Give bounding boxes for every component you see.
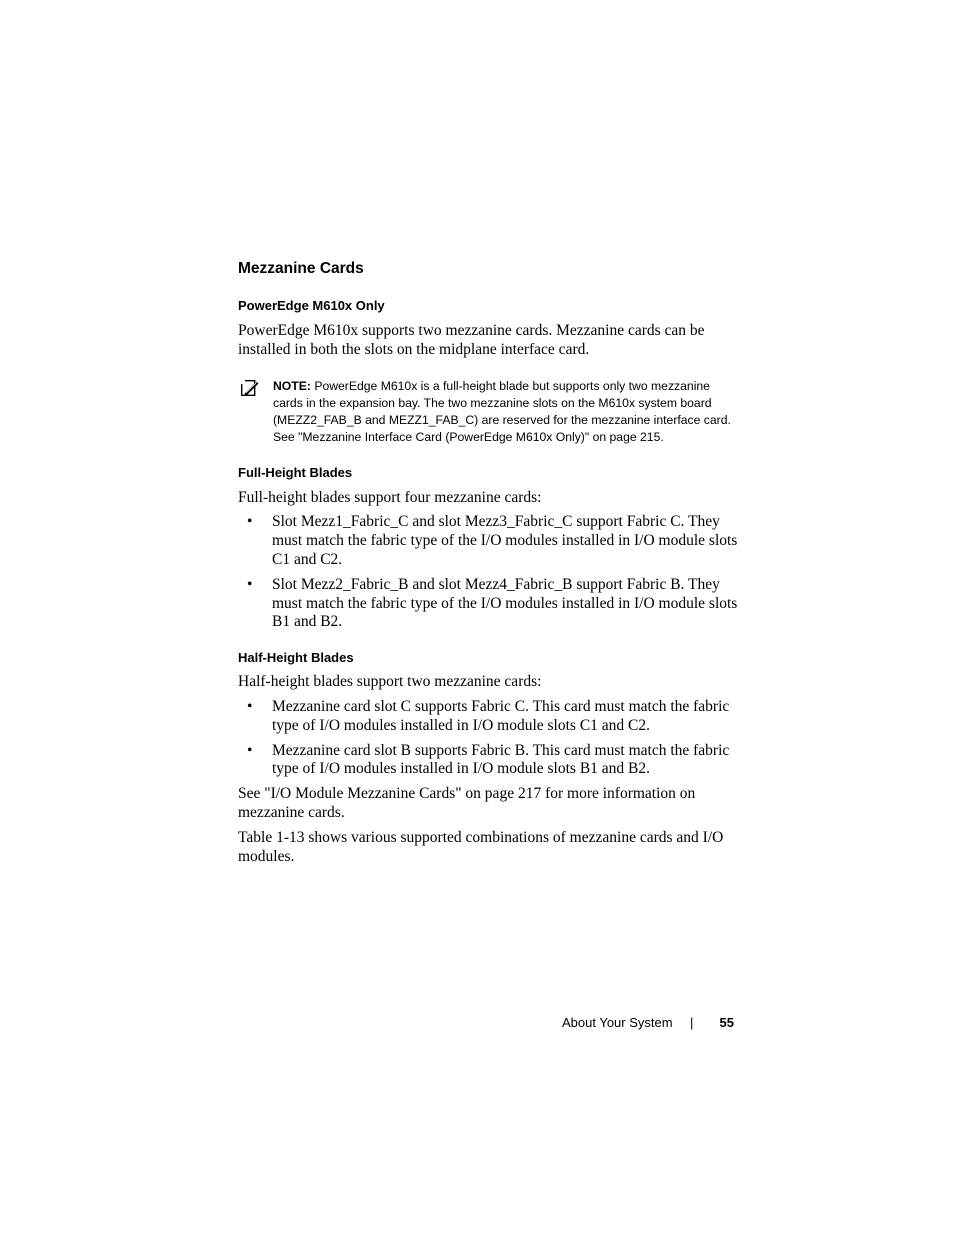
bullet-glyph: •	[247, 513, 253, 531]
note-text: PowerEdge M610x is a full-height blade but supports only two mezzanine cards in the expansion bay. The two mezzanine slots on the M610x system board (MEZZ2_FAB_B and MEZZ1_FAB_C) are reserved for the mezzanine interface card. See "Mezzanine Interface Card (PowerEdge M610x Only)" on page 215.	[273, 378, 731, 444]
list-item-text: Slot Mezz2_Fabric_B and slot Mezz4_Fabric_B support Fabric B. They must match the fabric type of the I/O modules installed in I/O module slots B1 and B2.	[272, 575, 738, 631]
footer-separator: |	[690, 1015, 694, 1030]
list-item	[238, 742, 738, 780]
bullet-list-full-height	[238, 513, 738, 632]
list-item-text: Mezzanine card slot B supports Fabric B. This card must match the fabric type of I/O modules installed in I/O module slots B1 and B2.	[272, 741, 730, 778]
list-item	[238, 698, 738, 736]
bullet-list-half-height	[238, 698, 738, 779]
page-number: 55	[719, 1015, 734, 1030]
paragraph-see-also: See "I/O Module Mezzanine Cards" on page 217 for more information on mezzanine cards.	[238, 785, 696, 821]
note-label: NOTE:	[273, 378, 311, 393]
footer-chapter-title: About Your System	[562, 1015, 673, 1030]
bullet-glyph: •	[247, 741, 253, 759]
list-item	[238, 576, 738, 632]
subhead-full-height: Full-Height Blades	[238, 464, 353, 480]
paragraph-m610x: PowerEdge M610x supports two mezzanine cards. Mezzanine cards can be installed in both the slots on the midplane interface card.	[238, 322, 705, 358]
subhead-half-height: Half-Height Blades	[238, 650, 354, 666]
bullet-glyph: •	[247, 575, 253, 593]
note-box	[238, 378, 738, 446]
subhead-m610x: PowerEdge M610x Only	[238, 298, 385, 313]
list-item-text: Slot Mezz1_Fabric_C and slot Mezz3_Fabric_C support Fabric C. They must match the fabric type of the I/O modules installed in I/O module slots C1 and C2.	[272, 513, 738, 568]
page-footer	[560, 1015, 736, 1035]
bullet-glyph: •	[247, 697, 253, 715]
list-item-text: Mezzanine card slot C supports Fabric C. This card must match the fabric type of I/O modules installed in I/O module slots C1 and C2.	[272, 697, 730, 734]
section-title: Mezzanine Cards	[238, 260, 364, 277]
paragraph-half-height-intro: Half-height blades support two mezzanine cards:	[238, 673, 542, 691]
page-content	[238, 258, 738, 866]
pencil-note-icon	[241, 380, 259, 396]
paragraph-full-height-intro: Full-height blades support four mezzanine cards:	[238, 488, 542, 506]
list-item	[238, 513, 738, 569]
paragraph-table-ref: Table 1-13 shows various supported combinations of mezzanine cards and I/O modules.	[238, 828, 724, 865]
